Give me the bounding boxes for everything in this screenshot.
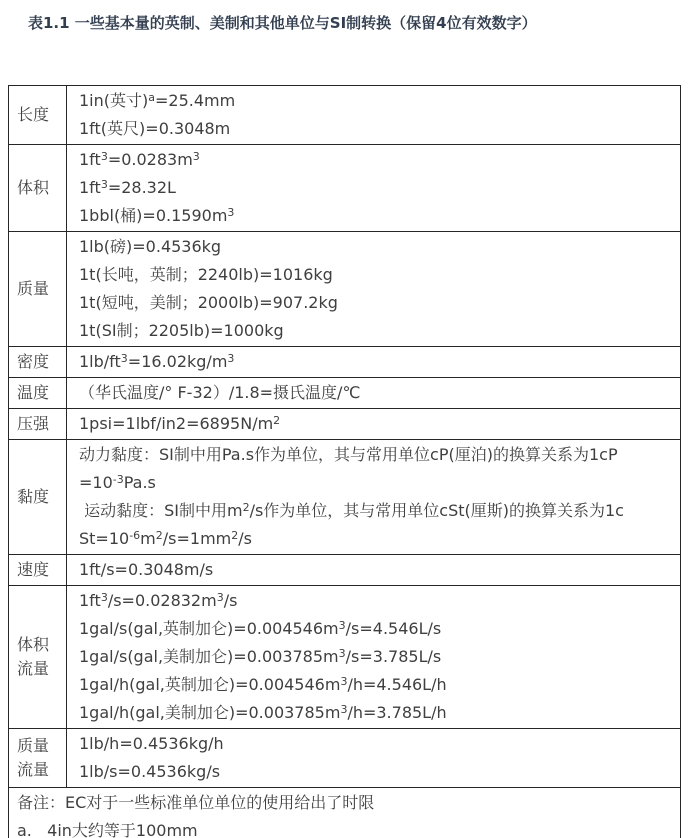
- table-remark-row: [9, 788, 681, 838]
- conversion-values: [67, 347, 681, 378]
- table-row: [9, 232, 681, 347]
- conversion-line: 1lb(磅)=0.4536kg: [79, 237, 222, 256]
- table-row: [9, 378, 681, 409]
- conversion-values: [67, 555, 681, 586]
- conversion-line: 1in(英寸)$^a$=25.4mm: [79, 91, 236, 110]
- conversion-line: 1ft(英尺)=0.3048m: [79, 119, 231, 138]
- quantity-label: 体积流量: [9, 586, 67, 729]
- conversion-values: [67, 409, 681, 440]
- conversion-line: 1bbl(桶)$=0.1590m^3$: [79, 206, 235, 225]
- remark-line: a. 4in大约等于100mm: [17, 821, 198, 838]
- conversion-line: $1lb/ft^3=16.02kg/m^3$: [79, 352, 235, 371]
- quantity-label: 压强: [9, 409, 67, 440]
- quantity-label: 体积: [9, 145, 67, 232]
- conversion-values: [67, 145, 681, 232]
- table-body: [9, 86, 681, 838]
- quantity-label: 长度: [9, 86, 67, 145]
- conversion-table: [8, 85, 681, 838]
- page-title: 表1.1 一些基本量的英制、美制和其他单位与SI制转换（保留4位有效数字）: [28, 14, 537, 32]
- conversion-line: 1ft/s=0.3048m/s: [79, 560, 214, 579]
- conversion-line: 1gal/h(gal,美制加仑)$=0.003785m^3/h=3.785L/h$: [79, 703, 447, 722]
- quantity-label: 密度: [9, 347, 67, 378]
- conversion-line: 1gal/s(gal,美制加仑)$=0.003785m^3/s=3.785L/s$: [79, 647, 442, 666]
- table-row: [9, 145, 681, 232]
- quantity-label: 黏度: [9, 440, 67, 555]
- quantity-label: 质量流量: [9, 729, 67, 788]
- conversion-values: [67, 232, 681, 347]
- conversion-line: $1ft^3=0.0283m^3$: [79, 150, 200, 169]
- conversion-line: $1ft^3=28.32L$: [79, 178, 176, 197]
- conversion-line: 1lb/s=0.4536kg/s: [79, 762, 221, 781]
- conversion-line: 动力黏度：SI制中用Pa.s作为单位，其与常用单位cP(厘泊)的换算关系为1cP: [79, 445, 618, 464]
- conversion-line: 1t(长吨，英制；2240lb)=1016kg: [79, 265, 333, 284]
- conversion-values: [67, 440, 681, 555]
- table-row: [9, 555, 681, 586]
- conversion-values: [67, 378, 681, 409]
- conversion-values: [67, 729, 681, 788]
- table-row: [9, 729, 681, 788]
- conversion-line: 1t(短吨，美制；2000lb)=907.2kg: [79, 293, 338, 312]
- table-row: [9, 347, 681, 378]
- remark-line: 备注：EC对于一些标准单位单位的使用给出了时限: [17, 793, 375, 812]
- conversion-line: 1gal/s(gal,英制加仑)$=0.004546m^3/s=4.546L/s$: [79, 619, 442, 638]
- conversion-line: $1psi=1lbf/in2=6895N/m^2$: [79, 414, 281, 433]
- conversion-line: $1ft^3/s=0.02832m^3/s$: [79, 591, 238, 610]
- conversion-line: $St=10^{-6}m^2/s=1mm^2/s$: [79, 529, 252, 548]
- table-row: [9, 586, 681, 729]
- conversion-line: $=10^{-3}Pa.s$: [79, 473, 156, 492]
- quantity-label: 速度: [9, 555, 67, 586]
- table-row: [9, 86, 681, 145]
- conversion-line: 1lb/h=0.4536kg/h: [79, 734, 224, 753]
- conversion-values: [67, 86, 681, 145]
- conversion-line: 1gal/h(gal,英制加仑)$=0.004546m^3/h=4.546L/h$: [79, 675, 447, 694]
- conversion-values: [67, 586, 681, 729]
- conversion-line: （华氏温度/° F-32）/1.8=摄氏温度/℃: [79, 383, 361, 402]
- conversion-line: 运动黏度：SI制中用$m^2/s$作为单位，其与常用单位cSt(厘斯)的换算关系为1c: [79, 501, 624, 520]
- table-row: [9, 440, 681, 555]
- table-remark: [9, 788, 681, 838]
- conversion-line: 1t(SI制；2205lb)=1000kg: [79, 321, 284, 340]
- quantity-label: 质量: [9, 232, 67, 347]
- table-row: [9, 409, 681, 440]
- quantity-label: 温度: [9, 378, 67, 409]
